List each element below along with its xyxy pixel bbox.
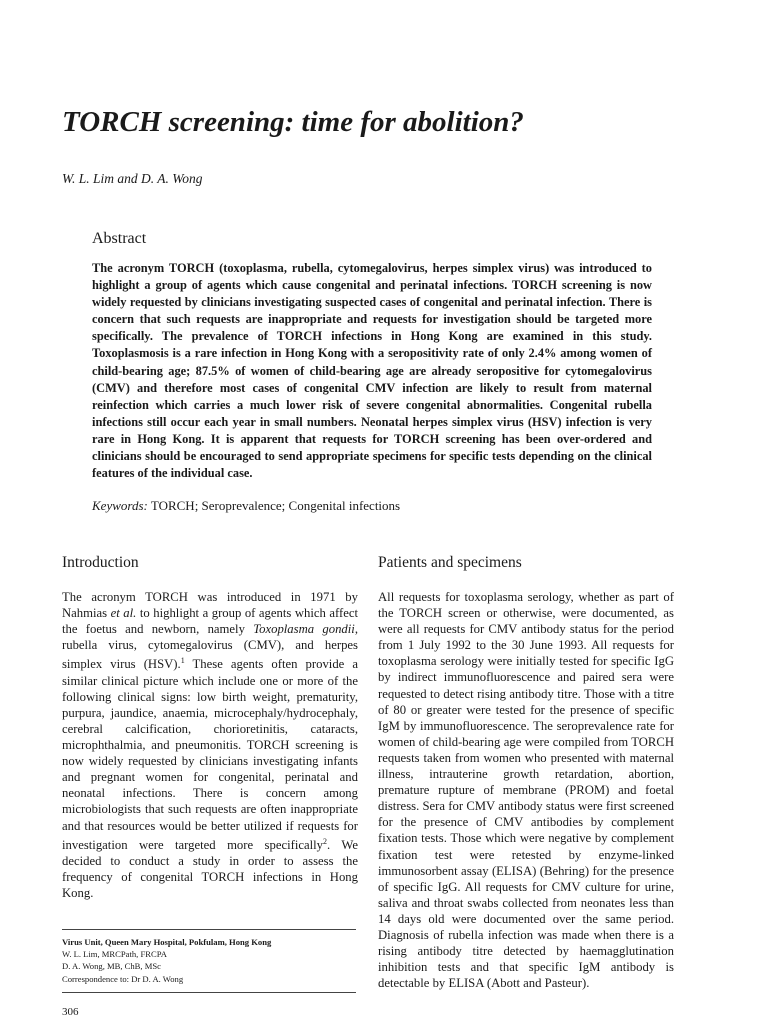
- intro-species-name: Toxoplasma gondii: [253, 622, 355, 637]
- introduction-column: [62, 554, 358, 901]
- correspondence-line: Correspondence to: Dr D. A. Wong: [62, 973, 184, 984]
- author-line: W. L. Lim and D. A. Wong: [62, 171, 203, 186]
- author-credentials-2: D. A. Wong, MB, ChB, MSc: [62, 961, 161, 972]
- author-credentials-1: W. L. Lim, MRCPath, FRCPA: [62, 949, 167, 960]
- intro-text-5: . We decided to conduct a study in order to assess the frequency of congenital TORCH infections in Hong Kong.: [62, 837, 358, 901]
- affiliation-footnote: [62, 936, 356, 985]
- keywords-list: TORCH; Seroprevalence; Congenital infections: [150, 498, 401, 514]
- keywords-label: Keywords:: [92, 498, 148, 514]
- introduction-heading: Introduction: [62, 554, 139, 571]
- abstract-heading: Abstract: [92, 230, 147, 247]
- reference-1: 1: [180, 656, 185, 666]
- intro-text-4: These agents often provide a similar clinical picture which include one or more of the following clinical signs: low birth weight, prematurity, purpura, jaundice, anaemia, microcephaly/hydrocephaly, cerebral calcification, chorioretinitis, cataracts, microphthalmia, and pneumonitis. TORCH screening is now widely requested by clinicians investigating infants and pregnant women for congenital, perinatal and neonatal infections. There is concern among microbiologists that such requests are often inappropriate and that resources would be better utilized if requests for investigation were targeted more specifically: [62, 657, 358, 852]
- intro-text-1: The acronym TORCH was introduced in 1971 by Nahmias: [62, 590, 358, 621]
- keywords-line: [92, 497, 652, 514]
- abstract-section: [92, 230, 652, 514]
- reference-2: 2: [323, 836, 328, 846]
- page-number: 306: [62, 1006, 79, 1018]
- abstract-body: The acronym TORCH (toxoplasma, rubella, cytomegalovirus, herpes simplex virus) was introduced to highlight a group of agents which cause congenital and perinatal infections. TORCH screening is now widely requested by clinicians investigating suspected cases of congenital and perinatal infection. There is concern that such requests are inappropriate and requests for investigation should be targeted more specifically. The prevalence of TORCH infections in Hong Kong are examined in this study. Toxoplasmosis is a rare infection in Hong Kong with a seropositivity rate of only 2.4% among women of child-bearing age; 87.5% of women of child-bearing age are already seropositive for cytomegalovirus (CMV) and therefore most cases of congenital CMV infection are likely to result from maternal reinfection which carries a much lower risk of severe congenital abnormalities. Congenital rubella infections still occur each year in small numbers. Neonatal herpes simplex virus (HSV) infection is very rare in Hong Kong. It is apparent that requests for TORCH screening has been over-ordered and clinicians should be encouraged to send appropriate specimens for specific tests depending on the clinical features of the individual case.: [92, 261, 652, 481]
- affiliation-line: Virus Unit, Queen Mary Hospital, Pokfulam, Hong Kong: [62, 937, 272, 947]
- intro-text-3: , rubella virus, cytomegalovirus (CMV), and herpes simplex virus (HSV).: [62, 622, 358, 672]
- intro-et-al: et al.: [110, 606, 137, 621]
- patients-column: [378, 554, 674, 991]
- introduction-paragraph: [62, 589, 358, 901]
- footnote-rule-bottom: [62, 992, 356, 993]
- footnote-rule-top: [62, 929, 356, 930]
- article-title: TORCH screening: time for abolition?: [62, 106, 524, 138]
- intro-text-2: to highlight a group of agents which affect the foetus and newborn, namely: [62, 606, 359, 637]
- patients-heading: Patients and specimens: [378, 554, 522, 571]
- patients-paragraph: All requests for toxoplasma serology, whether as part of the TORCH screen or otherwise, were documented, as were all requests for CMV antibody status for the period from 1 July 1992 to the 30 June 1993. All requests for toxoplasma serology were initially tested for specific IgG by indirect immunofluorescence and paired sera were requested to detect rising antibody titre. Those with a titre of 80 or greater were tested for the presence of specific IgM by immunofluorescence. The seroprevalence rate for women of child-bearing age were compiled from TORCH requests taken from women who presented with maternal illness, intrauterine growth retardation, abortion, premature rupture of membrane (PROM) and foetal distress. Sera for CMV antibody status were first screened for the presence of CMV antibodies by complement fixation tests. Those which were negative by complement fixation test were retested by enzyme-linked immunosorbent assay (ELISA) (Behring) for the presence of specific IgG. All requests for CMV culture for urine, saliva and throat swabs collected from neonates less than 14 days old were documented over the same period. Diagnosis of rubella infection was made when there is a rising antibody titre detected by haemagglutination inhibition tests and that specific IgM antibody is detectable by ELISA (Abott and Pasteur).: [378, 590, 674, 991]
